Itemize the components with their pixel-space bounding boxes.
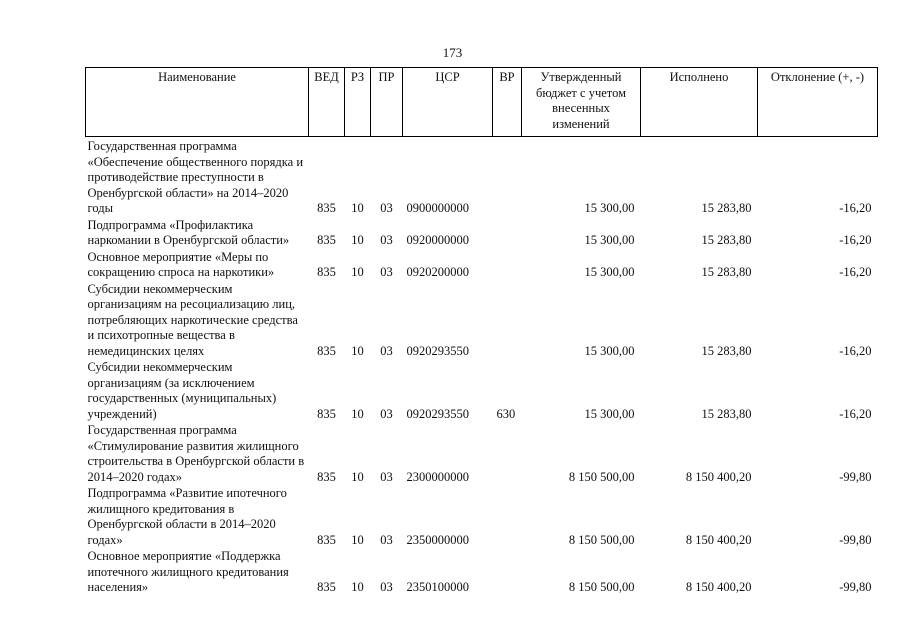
- table-row: [86, 282, 878, 361]
- budget-table: [85, 67, 878, 597]
- page-number: 173: [442, 45, 463, 60]
- row-executed: 8 150 400,20: [685, 580, 752, 594]
- row-executed: 15 283,80: [701, 343, 752, 358]
- row-csr: 0920293550: [406, 343, 469, 358]
- row-deviation: -16,20: [839, 233, 872, 247]
- row-approved: 15 300,00: [584, 233, 635, 247]
- row-csr: 2300000000: [406, 469, 469, 484]
- row-rz: 10: [351, 233, 364, 247]
- row-ved: 835: [317, 406, 336, 421]
- row-rz: 10: [351, 343, 364, 358]
- header-rz: РЗ: [345, 68, 371, 137]
- row-approved: 15 300,00: [584, 343, 635, 358]
- row-vr: 630: [496, 406, 516, 421]
- header-ved: ВЕД: [309, 68, 345, 137]
- row-approved: 15 300,00: [584, 201, 635, 215]
- row-deviation: -99,80: [839, 532, 872, 547]
- row-csr: 2350000000: [406, 532, 469, 547]
- row-pr: 03: [380, 406, 393, 421]
- row-executed: 15 283,80: [701, 201, 752, 215]
- row-deviation: -16,20: [839, 201, 872, 215]
- row-rz: 10: [351, 469, 364, 484]
- row-ved: 835: [317, 532, 336, 547]
- row-deviation: -16,20: [839, 406, 872, 421]
- row-csr: 0920293550: [406, 406, 469, 421]
- row-ved: 835: [317, 580, 336, 594]
- row-approved: 15 300,00: [584, 265, 635, 279]
- header-pr: ПР: [371, 68, 403, 137]
- row-vr: [493, 423, 522, 486]
- row-pr: 03: [380, 233, 393, 247]
- row-executed: 15 283,80: [701, 233, 752, 247]
- row-vr: [493, 250, 522, 282]
- row-deviation: -99,80: [839, 469, 872, 484]
- row-pr: 03: [380, 580, 393, 594]
- row-pr: 03: [380, 532, 393, 547]
- row-csr: 0900000000: [406, 201, 469, 215]
- row-name: Основное мероприятие «Поддержка ипотечного жилищного кредитования населения»: [87, 549, 289, 594]
- row-name: Подпрограмма «Профилактика наркомании в Оренбургской области»: [87, 217, 290, 247]
- row-executed: 15 283,80: [701, 265, 752, 279]
- table-row: [86, 549, 878, 597]
- table-body: [86, 137, 878, 597]
- row-deviation: -16,20: [839, 343, 872, 358]
- row-rz: 10: [351, 580, 364, 594]
- row-ved: 835: [317, 233, 336, 247]
- table-header-row: [86, 68, 878, 137]
- row-ved: 835: [317, 201, 336, 215]
- row-name: Субсидии некоммерческим организациям (за исключением государственных (муниципальных) учреждений): [87, 360, 277, 421]
- row-approved: 15 300,00: [584, 406, 635, 421]
- row-approved: 8 150 500,00: [568, 580, 635, 594]
- row-vr: [493, 549, 522, 597]
- row-executed: 15 283,80: [701, 406, 752, 421]
- table-row: [86, 423, 878, 486]
- row-executed: 8 150 400,20: [685, 469, 752, 484]
- header-deviation: Отклонение (+, -): [758, 68, 878, 137]
- table-row: [86, 360, 878, 423]
- row-vr: [493, 139, 522, 218]
- row-vr: [493, 218, 522, 250]
- table-row: [86, 486, 878, 549]
- row-name: Государственная программа «Обеспечение общественного порядка и противодействие преступности в Оренбургской области» на 2014–2020 годы: [87, 139, 304, 215]
- row-vr: [493, 486, 522, 549]
- row-pr: 03: [380, 201, 393, 215]
- row-name: Основное мероприятие «Меры по сокращению спроса на наркотики»: [87, 249, 275, 279]
- table-row: [86, 139, 878, 218]
- row-rz: 10: [351, 265, 364, 279]
- row-pr: 03: [380, 343, 393, 358]
- row-ved: 835: [317, 265, 336, 279]
- row-executed: 8 150 400,20: [685, 532, 752, 547]
- row-pr: 03: [380, 265, 393, 279]
- row-rz: 10: [351, 406, 364, 421]
- row-name: Подпрограмма «Развитие ипотечного жилищного кредитования в Оренбургской области в 2014–2020 годах»: [87, 486, 287, 547]
- row-ved: 835: [317, 343, 336, 358]
- header-vr: ВР: [493, 68, 522, 137]
- header-csr: ЦСР: [403, 68, 493, 137]
- header-approved: Утвержденный бюджет с учетом внесенных изменений: [522, 68, 641, 137]
- row-csr: 0920000000: [406, 233, 469, 247]
- row-approved: 8 150 500,00: [568, 532, 635, 547]
- table-row: [86, 250, 878, 282]
- row-csr: 0920200000: [406, 265, 469, 279]
- row-deviation: -16,20: [839, 265, 872, 279]
- row-vr: [493, 282, 522, 361]
- row-deviation: -99,80: [839, 580, 872, 594]
- row-name: Государственная программа «Стимулирование развития жилищного строительства в Оренбургской области в 2014–2020 годах»: [87, 423, 305, 484]
- row-approved: 8 150 500,00: [568, 469, 635, 484]
- table-row: [86, 218, 878, 250]
- row-pr: 03: [380, 469, 393, 484]
- row-ved: 835: [317, 469, 336, 484]
- row-rz: 10: [351, 532, 364, 547]
- row-rz: 10: [351, 201, 364, 215]
- row-csr: 2350100000: [406, 580, 469, 594]
- header-executed: Исполнено: [641, 68, 758, 137]
- header-name: Наименование: [86, 68, 309, 137]
- row-name: Субсидии некоммерческим организациям на ресоциализацию лиц, потребляющих наркотические средства и психотропные вещества в немедицинских целях: [87, 281, 298, 358]
